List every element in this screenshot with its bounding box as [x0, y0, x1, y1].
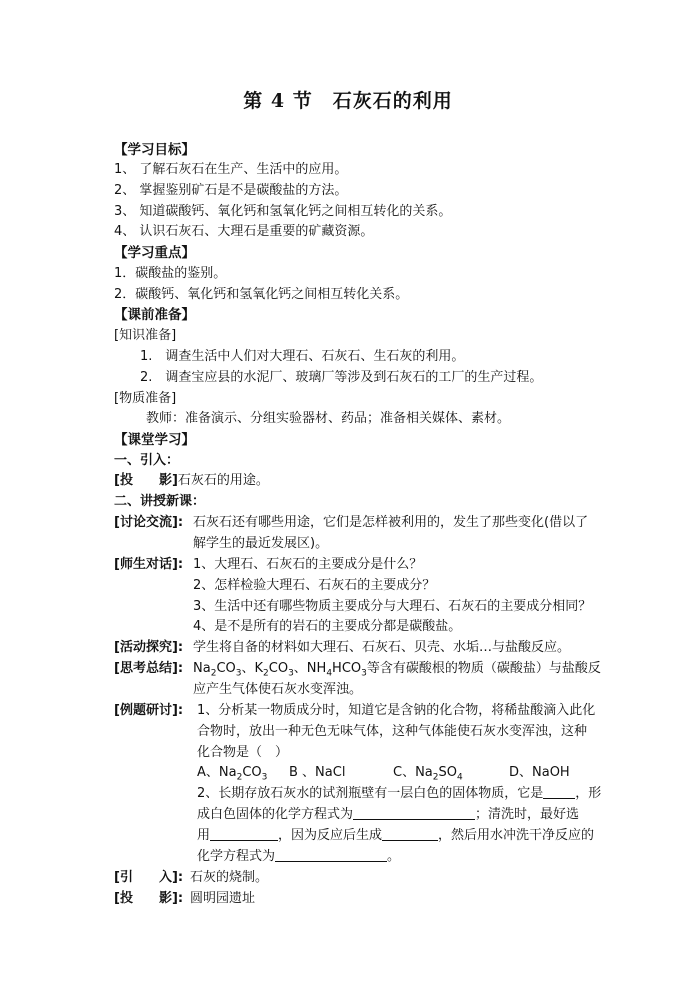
key-point-item: 1．碳酸盐的鉴别。: [114, 266, 227, 281]
summary-text: 应产生气体使石灰水变浑浊。: [193, 682, 363, 697]
dialog-item: 3、生活中还有哪些物质主要成分与大理石、石灰石的主要成分相同？: [193, 599, 592, 614]
dialog-item: 4、是不是所有的岩石的主要成分都是碳酸盐。: [193, 619, 462, 634]
objective-item: 3、 知道碳酸钙、氧化钙和氢氧化钙之间相互转化的关系。: [114, 204, 452, 219]
summary-tag: [思考总结]:: [114, 661, 184, 676]
intro-tag: [引 入]:: [114, 870, 184, 885]
key-point-item: 2．碳酸钙、氧化钙和氢氧化钙之间相互转化关系。: [114, 287, 409, 302]
discussion-text: 解学生的最近发展区)。: [193, 536, 329, 551]
knowledge-item: 1. 调查生活中人们对大理石、石灰石、生石灰的利用。: [140, 349, 465, 364]
objective-item: 2、 掌握鉴别矿石是不是碳酸盐的方法。: [114, 183, 348, 198]
heading-classroom: 【课堂学习】: [114, 432, 195, 448]
discussion-tag: [讨论交流]:: [114, 515, 184, 530]
dialog-tag: [师生对话]:: [114, 557, 184, 572]
knowledge-item: 2. 调查宝应县的水泥厂、玻璃厂等涉及到石灰石的工厂的生产过程。: [140, 370, 543, 385]
answer-blank[interactable]: [275, 847, 387, 862]
option-d: D、NaOH: [509, 765, 570, 780]
discussion-text: 石灰石还有哪些用途，它们是怎样被利用的，发生了那些变化(借以了: [193, 515, 589, 530]
heading-objectives: 【学习目标】: [114, 142, 195, 158]
example1-text: 化合物是（ ）: [197, 745, 289, 760]
objective-item: 1、 了解石灰石在生产、生活中的应用。: [114, 162, 348, 177]
projection-tag: [投 影]: [114, 473, 178, 488]
answer-blank[interactable]: [210, 826, 278, 841]
summary-formulas: $Na_2CO_3$、$K_2CO_3$、$NH_4HCO_3$等含有碳酸根的物质（碳酸盐）与盐酸反: [193, 661, 601, 679]
projection-row: [114, 471, 269, 491]
answer-blank[interactable]: [382, 826, 438, 841]
part-intro: 一、引入：: [114, 453, 180, 468]
subheading-knowledge: [知识准备]: [114, 328, 177, 343]
projection-text: 石灰石的用途。: [177, 473, 269, 488]
example2-line4: 化学方程式为 。: [197, 849, 401, 864]
materials-text: 教师：准备演示、分组实验器材、药品；准备相关媒体、素材。: [146, 411, 511, 426]
option-a: A、$Na_2CO_3$: [197, 765, 268, 783]
projection2-text: 圆明园遗址: [190, 891, 256, 906]
example2-line1: 2、长期存放石灰水的试剂瓶壁有一层白色的固体物质，它是 ，形: [197, 786, 602, 801]
page-title: 第 4 节 石灰石的利用: [243, 90, 453, 112]
answer-blank[interactable]: [353, 805, 475, 820]
activity-tag: [活动探究]:: [114, 640, 184, 655]
example1-text: 1、分析某一物质成分时，知道它是含钠的化合物，将稀盐酸滴入此化: [197, 703, 596, 718]
projection2-tag: [投 影]:: [114, 891, 184, 906]
example2-line3: 用 ，因为反应后生成 ，然后用水冲洗干净反应的: [197, 828, 595, 843]
option-c: C、$Na_2SO_4$: [393, 765, 463, 783]
part-new-lesson: 二、讲授新课：: [114, 494, 206, 509]
dialog-item: 2、怎样检验大理石、石灰石的主要成分？: [193, 578, 436, 593]
answer-blank[interactable]: [543, 784, 575, 799]
activity-text: 学生将自备的材料如大理石、石灰石、贝壳、水垢…与盐酸反应。: [193, 640, 571, 655]
intro-text: 石灰的烧制。: [190, 870, 269, 885]
option-b: B 、NaCl: [289, 765, 346, 780]
example2-line2: 成白色固体的化学方程式为 ；清洗时，最好选: [197, 807, 580, 822]
dialog-item: 1、大理石、石灰石的主要成分是什么？: [193, 557, 423, 572]
heading-key-points: 【学习重点】: [114, 245, 195, 261]
example1-text: 合物时，放出一种无色无味气体，这种气体能使石灰水变浑浊，这种: [197, 724, 588, 739]
objective-item: 4、 认识石灰石、大理石是重要的矿藏资源。: [114, 224, 374, 239]
example-tag: [例题研讨]:: [114, 703, 184, 718]
heading-preparation: 【课前准备】: [114, 307, 195, 323]
subheading-materials: [物质准备]: [114, 391, 177, 406]
